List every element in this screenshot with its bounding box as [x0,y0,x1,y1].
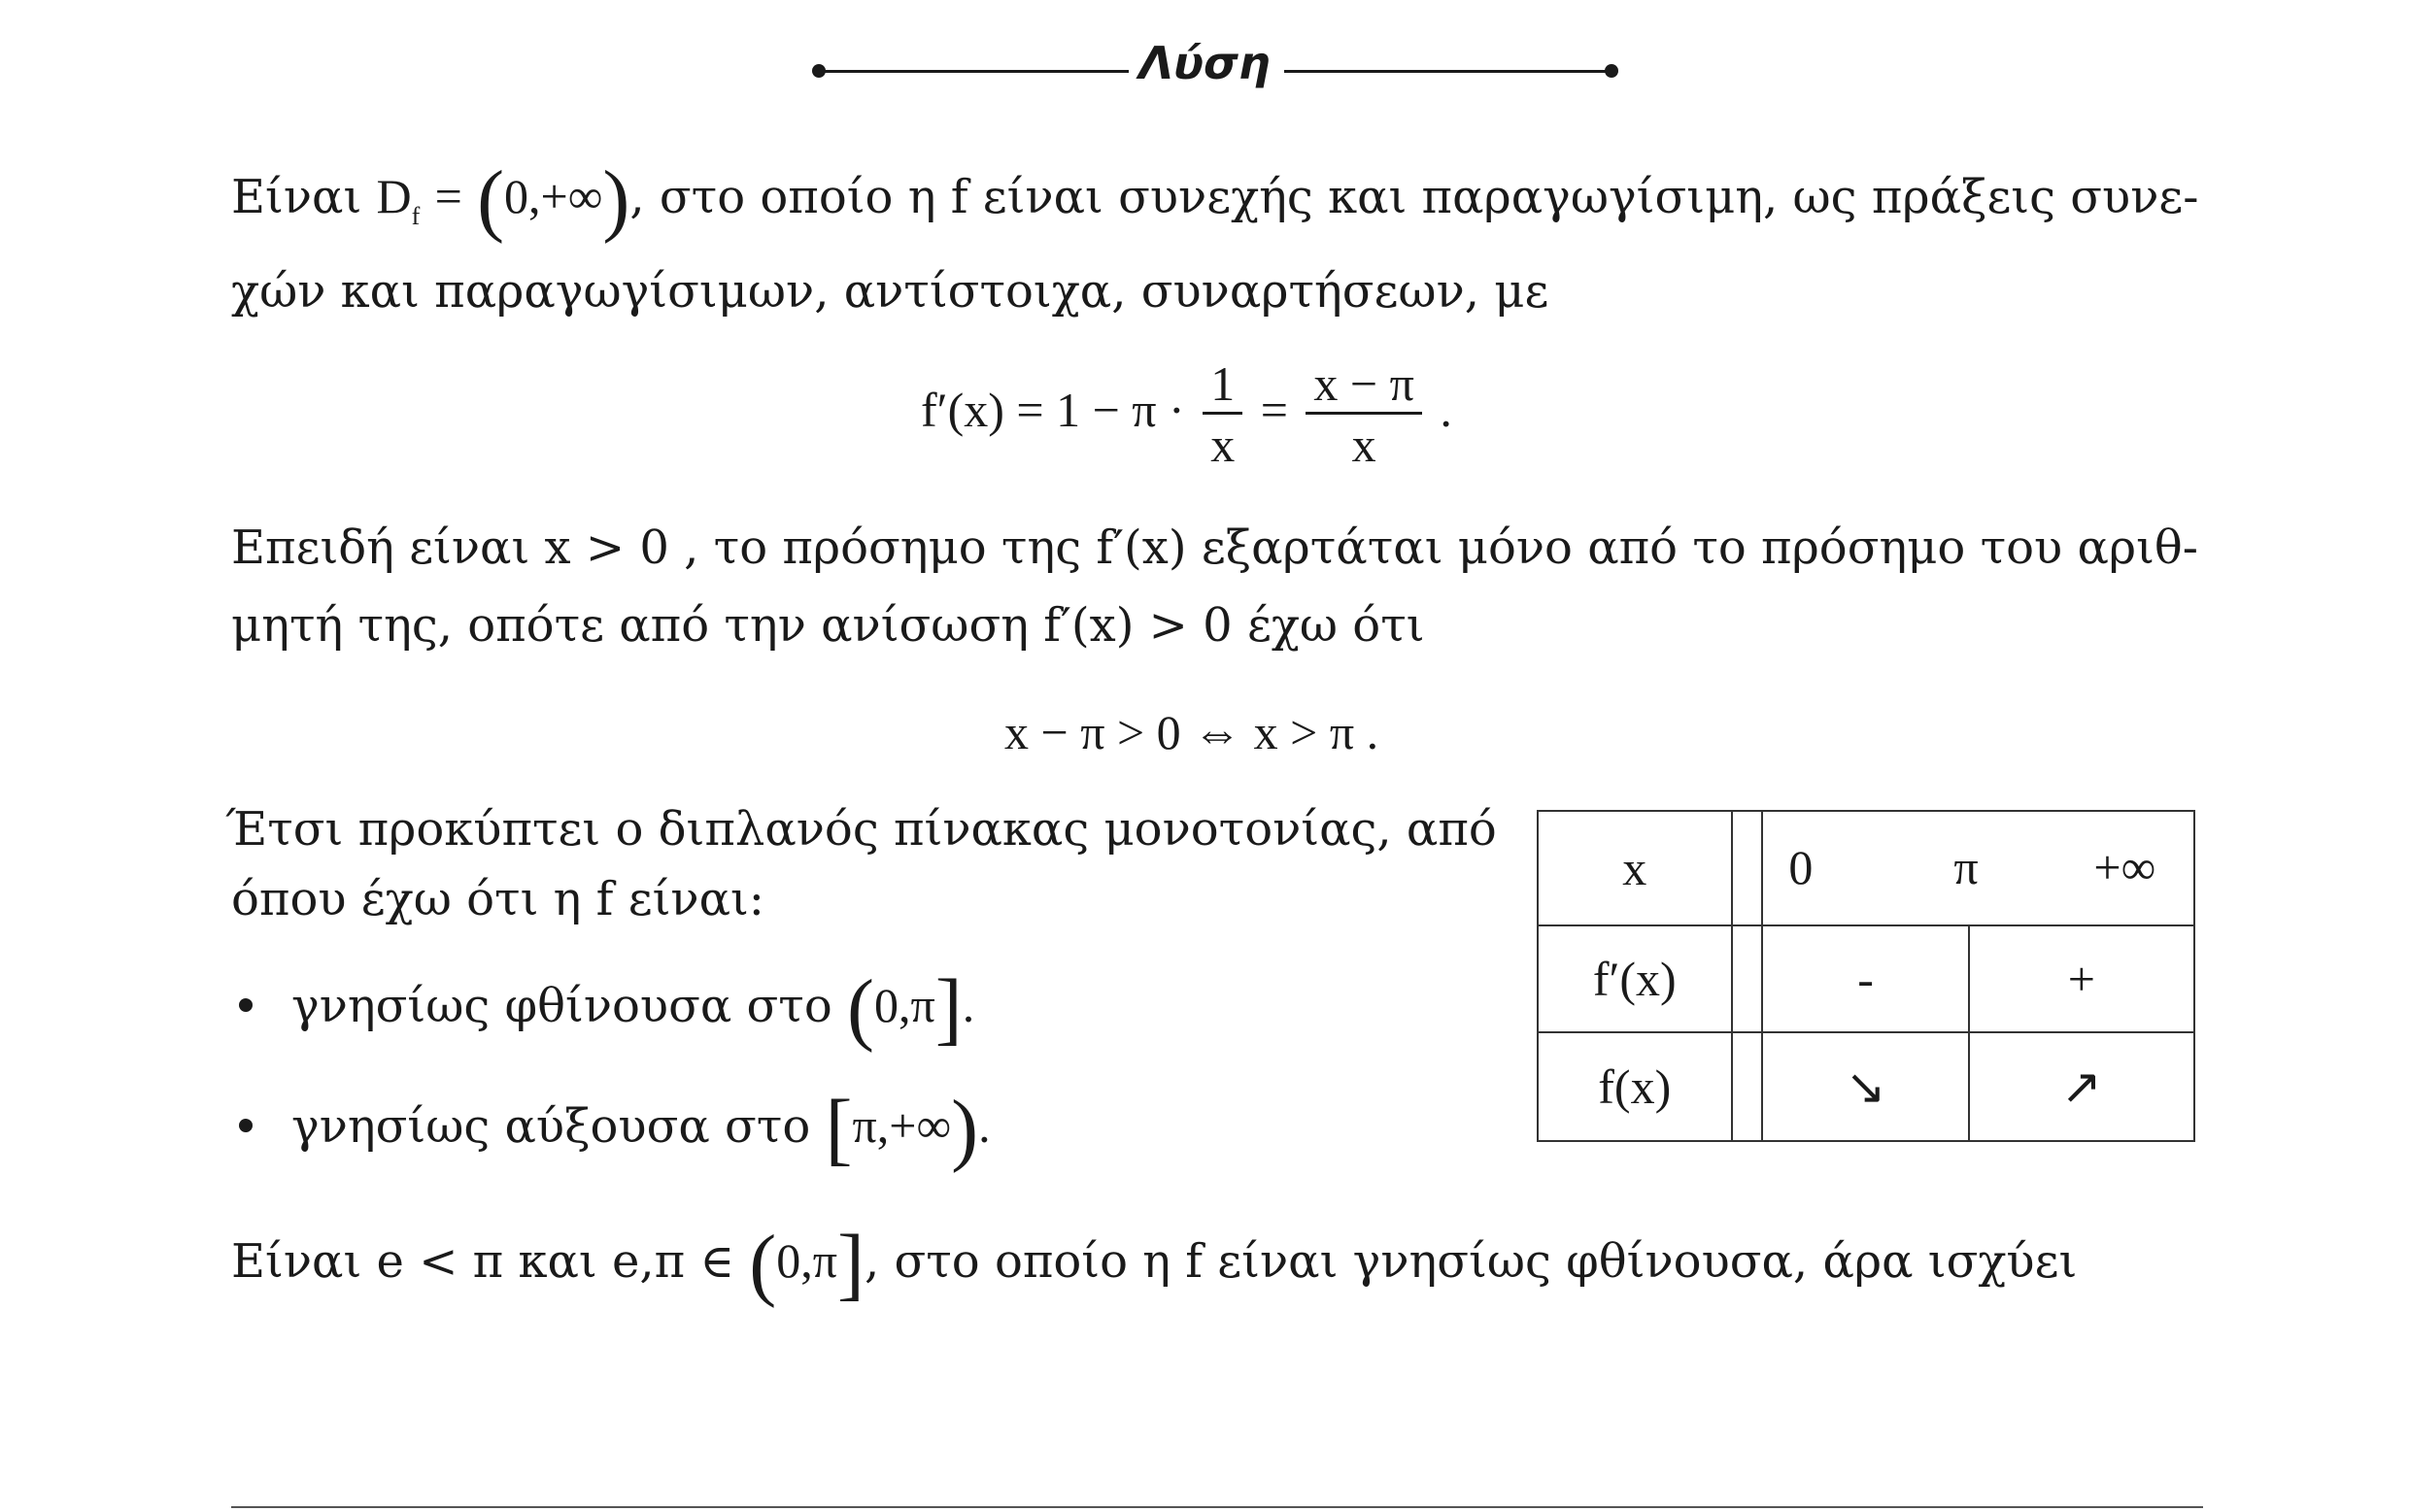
bullet2-end: . [978,1098,991,1153]
frac2-denominator: x [1306,412,1421,475]
bullet2-open: [ [825,1084,853,1174]
interval-open: ( [477,154,505,245]
eq1-lhs: f′(x) = 1 − π · [921,383,1185,437]
frac2-numerator: x − π [1313,356,1414,412]
footer-rule [231,1506,2203,1508]
bullet2-body: π,+∞ [852,1098,952,1153]
table-x-zero: 0 [1788,840,1814,894]
interval-body: 0,+∞ [504,169,603,223]
bullet-dot-2 [239,1119,253,1132]
equals-sign: = [434,169,462,223]
para4-line [231,1219,2078,1309]
table-label-derivative: f′(x) [1538,925,1732,1032]
table-row-x [1538,811,2194,925]
para4-rest: , στο οποίο η f είναι γνησίως φθίνουσα, άρα ισχύει [864,1234,2078,1289]
interval-close: ) [602,154,630,245]
para1-line1 [231,154,2199,246]
table-separator [1732,1032,1763,1141]
table-label-x: x [1538,811,1732,925]
bullet-item-2 [291,1084,991,1174]
section-title: Λύση [1138,37,1271,89]
bullet1-interval [847,963,975,1054]
eq1-end: . [1440,383,1452,437]
para1-rest: , στο οποίο η f είναι συνεχής και παραγωγίσιμη, ως πράξεις συνε- [629,170,2199,224]
table-x-pi: π [1953,840,1979,894]
para1-intro: Είναι [231,170,362,224]
bullet2-close: ) [951,1084,979,1174]
frac1-numerator: 1 [1210,356,1236,412]
header-left-rule [818,70,1129,73]
monotonicity-table [1537,810,2195,1142]
bullet1-close: ] [934,963,963,1054]
header-right-rule [1284,70,1611,73]
para1-line2: χών και παραγωγίσιμων, αντίστοιχα, συναρτήσεων, με [231,264,1549,319]
table-x-infinity: +∞ [2093,840,2156,894]
table-row-function [1538,1032,2194,1141]
para4-intro: Είναι e < π και e,π ∈ [231,1234,734,1289]
table-x-values [1762,811,2194,925]
para4-body: 0,π [776,1233,837,1288]
decreasing-arrow-icon: ↘ [1762,1032,1968,1141]
fraction-one-over-x [1203,355,1242,475]
bullet1-text: γνησίως φθίνουσα στο [291,979,832,1033]
bullet2-text: γνησίως αύξουσα στο [291,1099,811,1154]
table-label-function: f(x) [1538,1032,1732,1141]
derivative-sign-left: - [1762,925,1968,1032]
table-row-derivative [1538,925,2194,1032]
para2-line2: μητή της, οπότε από την ανίσωση f′(x) > 0 έχω ότι [231,598,1425,653]
header-right-dot [1605,64,1618,78]
bullet-dot-1 [239,998,253,1012]
domain-symbol [376,169,421,230]
frac1-denominator: x [1203,412,1242,475]
bullet2-interval [825,1084,991,1174]
domain-D: D [376,169,412,223]
para4-close: ] [836,1219,865,1309]
bullet-item-1 [291,963,975,1054]
domain-subscript: f [411,202,421,230]
table-separator [1732,925,1763,1032]
bullet1-body: 0,π [873,978,935,1032]
table-separator [1732,811,1763,925]
para3-line1: Έτσι προκύπτει ο διπλανός πίνακας μονοτονίας, από [225,802,1497,857]
domain-interval [477,154,630,245]
bullet1-end: . [962,978,975,1032]
inequality-equation: x − π > 0 ⇔ x > π . [1004,705,1379,759]
eq1-mid: = [1260,383,1288,437]
increasing-arrow-icon: ↗ [1969,1032,2194,1141]
bullet1-open: ( [847,963,874,1054]
fraction-x-minus-pi-over-x [1306,355,1421,475]
para2-line1: Επειδή είναι x > 0 , το πρόσημο της f′(x) εξαρτάται μόνο από το πρόσημο του αριθ- [231,521,2199,575]
para4-open: ( [749,1219,777,1309]
para4-interval [749,1219,865,1309]
derivative-sign-right: + [1969,925,2194,1032]
para3-line2: όπου έχω ότι η f είναι: [231,872,764,926]
derivative-equation [921,352,1452,478]
